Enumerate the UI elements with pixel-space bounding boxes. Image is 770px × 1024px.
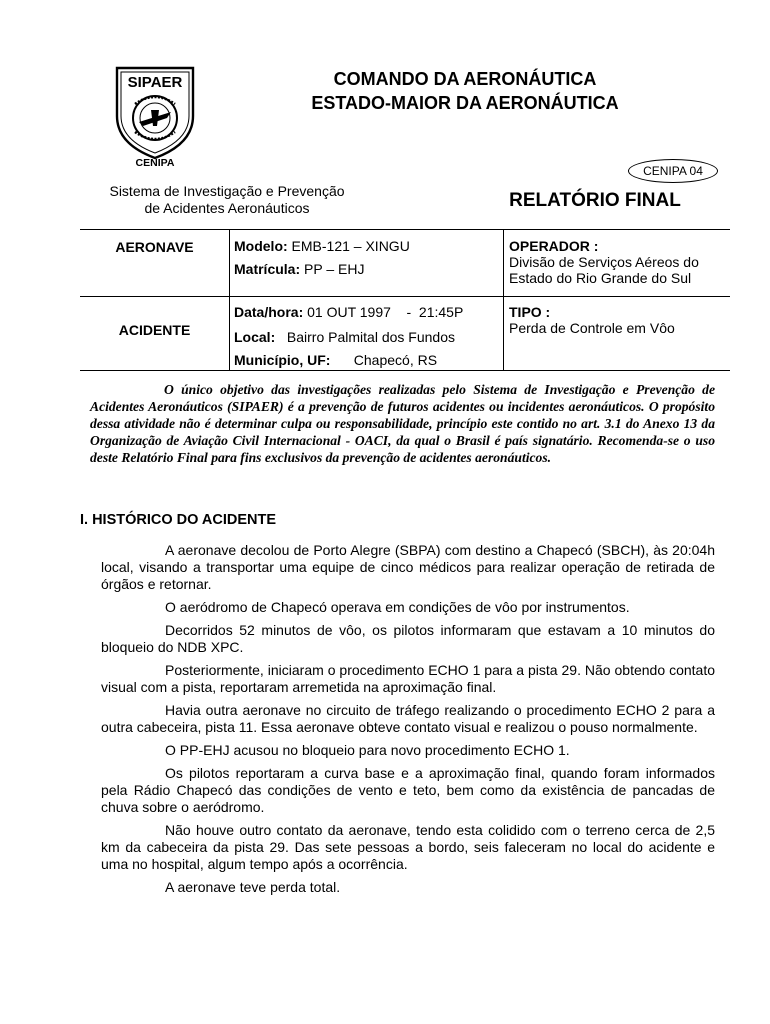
paragraph: Os pilotos reportaram a curva base e a aproximação final, quando foram informados pela Rádio Chapecó das condições de vento e teto, bem como da existência de pancadas de chuva sobre o aeródromo. bbox=[101, 765, 715, 815]
modelo-row bbox=[234, 236, 502, 256]
section-title: I. HISTÓRICO DO ACIDENTE bbox=[80, 512, 277, 528]
datahora-value: 01 OUT 1997 - 21:45P bbox=[307, 304, 464, 320]
datahora-label: Data/hora: bbox=[234, 304, 304, 320]
table-divider-2 bbox=[503, 229, 504, 370]
tipo-label: TIPO : bbox=[509, 304, 551, 320]
doc-code-badge: CENIPA 04 bbox=[628, 159, 718, 183]
aeronave-label: AERONAVE bbox=[115, 239, 194, 255]
paragraph: A aeronave teve perda total. bbox=[165, 879, 341, 895]
paragraph: O aeródromo de Chapecó operava em condições de vôo por instrumentos. bbox=[165, 599, 630, 615]
table-bottom-border bbox=[80, 370, 730, 371]
org-line-1: COMANDO DA AERONÁUTICA bbox=[333, 69, 597, 89]
modelo-label: Modelo: bbox=[234, 238, 288, 254]
historico-body bbox=[101, 542, 715, 902]
report-title: RELATÓRIO FINAL bbox=[509, 190, 681, 211]
municipio-row bbox=[234, 350, 502, 370]
table-top-border bbox=[80, 229, 730, 230]
disclaimer-paragraph: O único objetivo das investigações realizadas pelo Sistema de Investigação e Prevenção de Acidentes Aeronáuticos (SIPAER) é a prevenção de futuros acidentes ou incidentes aeronáuticos. O propósito dessa atividade não é determinar culpa ou responsabilidade, princípio este contido no art. 3.1 do Anexo 13 da Organização de Aviação Civil Internacional - OACI, da qual o Brasil é país signatário. Recomenda-se o uso deste Relatório Final para fins exclusivos da prevenção de acidentes aeronáuticos. bbox=[90, 382, 715, 465]
local-label: Local: bbox=[234, 329, 276, 345]
sipaer-seal bbox=[107, 60, 203, 168]
system-line-2: de Acidentes Aeronáuticos bbox=[144, 200, 310, 216]
local-row bbox=[234, 327, 502, 347]
municipio-label: Município, UF: bbox=[234, 352, 331, 368]
tipo-value: Perda de Controle em Vôo bbox=[509, 320, 675, 336]
operador-label: OPERADOR : bbox=[509, 238, 599, 254]
table-divider-1 bbox=[229, 229, 230, 370]
matricula-value: PP – EHJ bbox=[304, 261, 365, 277]
municipio-value: Chapecó, RS bbox=[353, 352, 438, 368]
paragraph: Havia outra aeronave no circuito de tráfego realizando o procedimento ECHO 2 para a outra cabeceira, pista 11. Essa aeronave obteve contato visual e realizou o pouso normalmente. bbox=[101, 702, 715, 735]
paragraph: O PP-EHJ acusou no bloqueio para novo procedimento ECHO 1. bbox=[165, 742, 570, 758]
paragraph: A aeronave decolou de Porto Alegre (SBPA) com destino a Chapecó (SBCH), às 20:04h local, visando a transportar uma equipe de cinco médicos para realizar operação de retirada de órgãos e retornar. bbox=[101, 542, 715, 592]
system-line-1: Sistema de Investigação e Prevenção bbox=[109, 183, 345, 199]
paragraph: Posteriormente, iniciaram o procedimento ECHO 1 para a pista 29. Não obtendo contato visual com a pista, reportaram arremetida na aproximação final. bbox=[101, 662, 715, 695]
matricula-row bbox=[234, 259, 502, 279]
svg-text:SIPAER: SIPAER bbox=[127, 74, 183, 91]
table-mid-border bbox=[80, 296, 730, 297]
org-line-2: ESTADO-MAIOR DA AERONÁUTICA bbox=[311, 93, 619, 113]
local-value: Bairro Palmital dos Fundos bbox=[286, 329, 455, 345]
paragraph: Decorridos 52 minutos de vôo, os pilotos informaram que estavam a 10 minutos do bloqueio do NDB XPC. bbox=[101, 622, 715, 655]
operador-line-1: Divisão de Serviços Aéreos do bbox=[509, 254, 699, 270]
paragraph: Não houve outro contato da aeronave, tendo esta colidido com o terreno cerca de 2,5 km da cabeceira da pista 29. Das sete pessoas a bordo, seis faleceram no local do acidente e uma no hospital, algum tempo após a ocorrência. bbox=[101, 822, 715, 872]
datahora-row bbox=[234, 302, 502, 322]
acidente-label: ACIDENTE bbox=[118, 322, 191, 338]
matricula-label: Matrícula: bbox=[234, 261, 301, 277]
operador-line-2: Estado do Rio Grande do Sul bbox=[509, 270, 692, 286]
modelo-value: EMB-121 – XINGU bbox=[291, 238, 410, 254]
svg-text:CENIPA: CENIPA bbox=[135, 157, 175, 168]
